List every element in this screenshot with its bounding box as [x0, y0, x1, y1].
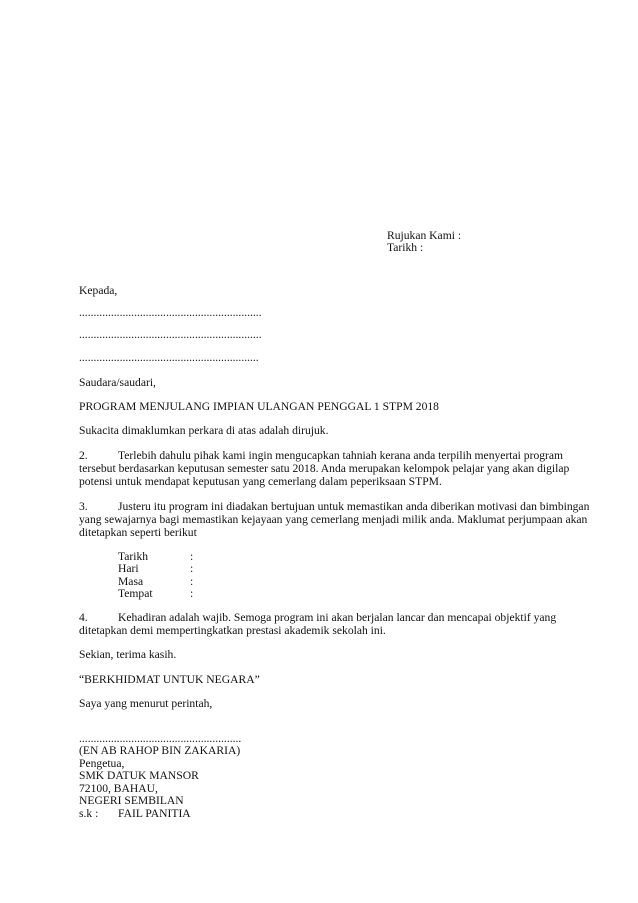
para4-line-2: ditetapkan demi mempertingkatkan prestasi akademik sekolah ini.: [79, 624, 386, 637]
para4-line-1: Kehadiran adalah wajib. Semoga program ini akan berjalan lancar dan mencapai objektif yang: [118, 611, 557, 624]
detail-label-time: Masa: [118, 575, 144, 588]
intro-paragraph: Sukacita dimaklumkan perkara di atas adalah dirujuk.: [79, 424, 329, 437]
motto: “BERKHIDMAT UNTUK NEGARA”: [79, 673, 260, 686]
recipient-heading: Kepada,: [79, 284, 118, 297]
detail-label-venue: Tempat: [118, 587, 153, 600]
salutation: Saudara/saudari,: [79, 376, 156, 389]
school-postcode-town: 72100, BAHAU,: [79, 782, 158, 795]
school-name: SMK DATUK MANSOR: [79, 769, 199, 782]
date-label: Tarikh :: [387, 241, 424, 254]
reference-label: Rujukan Kami :: [387, 229, 462, 242]
signature-dots: ........................................................: [79, 732, 242, 745]
para3-line-1: Justeru itu program ini diadakan bertujuan untuk memastikan anda diberikan motivasi dan bimbingan: [118, 500, 590, 513]
recipient-line-2: ...............................................................: [79, 328, 262, 341]
detail-colon-time: :: [190, 575, 194, 588]
subject-line: PROGRAM MENJULANG IMPIAN ULANGAN PENGGAL 1 STPM 2018: [79, 400, 439, 413]
signatory-name: (EN AB RAHOP BIN ZAKARIA): [79, 744, 241, 757]
recipient-line-3: ..............................................................: [79, 351, 259, 364]
detail-label-day: Hari: [118, 562, 139, 575]
para3-number: 3.: [79, 500, 88, 513]
detail-colon-day: :: [190, 562, 194, 575]
signatory-title: Pengetua,: [79, 757, 125, 770]
para3-line-2: yang sewajarnya bagi memastikan kejayaan yang cemerlang menjadi milik anda. Maklumat perjumpaan akan: [79, 513, 588, 526]
closing-text: Sekian, terima kasih.: [79, 648, 177, 661]
para2-line-2: tersebut berdasarkan keputusan semester satu 2018. Anda merupakan kelompok pelajar yang akan digilap: [79, 462, 570, 475]
sign-intro: Saya yang menurut perintah,: [79, 697, 213, 710]
detail-label-date: Tarikh: [118, 550, 149, 563]
para2-line-1: Terlebih dahulu pihak kami ingin mengucapkan tahniah kerana anda terpilih menyertai program: [118, 449, 564, 462]
detail-colon-date: :: [190, 550, 194, 563]
para2-number: 2.: [79, 449, 88, 462]
para3-line-3: ditetapkan seperti berikut: [79, 526, 197, 539]
recipient-line-1: ...............................................................: [79, 306, 262, 319]
detail-colon-venue: :: [190, 587, 194, 600]
para4-number: 4.: [79, 611, 88, 624]
cc-label: s.k :: [79, 807, 99, 820]
para2-line-3: potensi untuk mendapat keputusan yang cemerlang dalam peperiksaan STPM.: [79, 475, 442, 488]
school-state: NEGERI SEMBILAN: [79, 794, 184, 807]
cc-value: FAIL PANITIA: [118, 807, 191, 820]
